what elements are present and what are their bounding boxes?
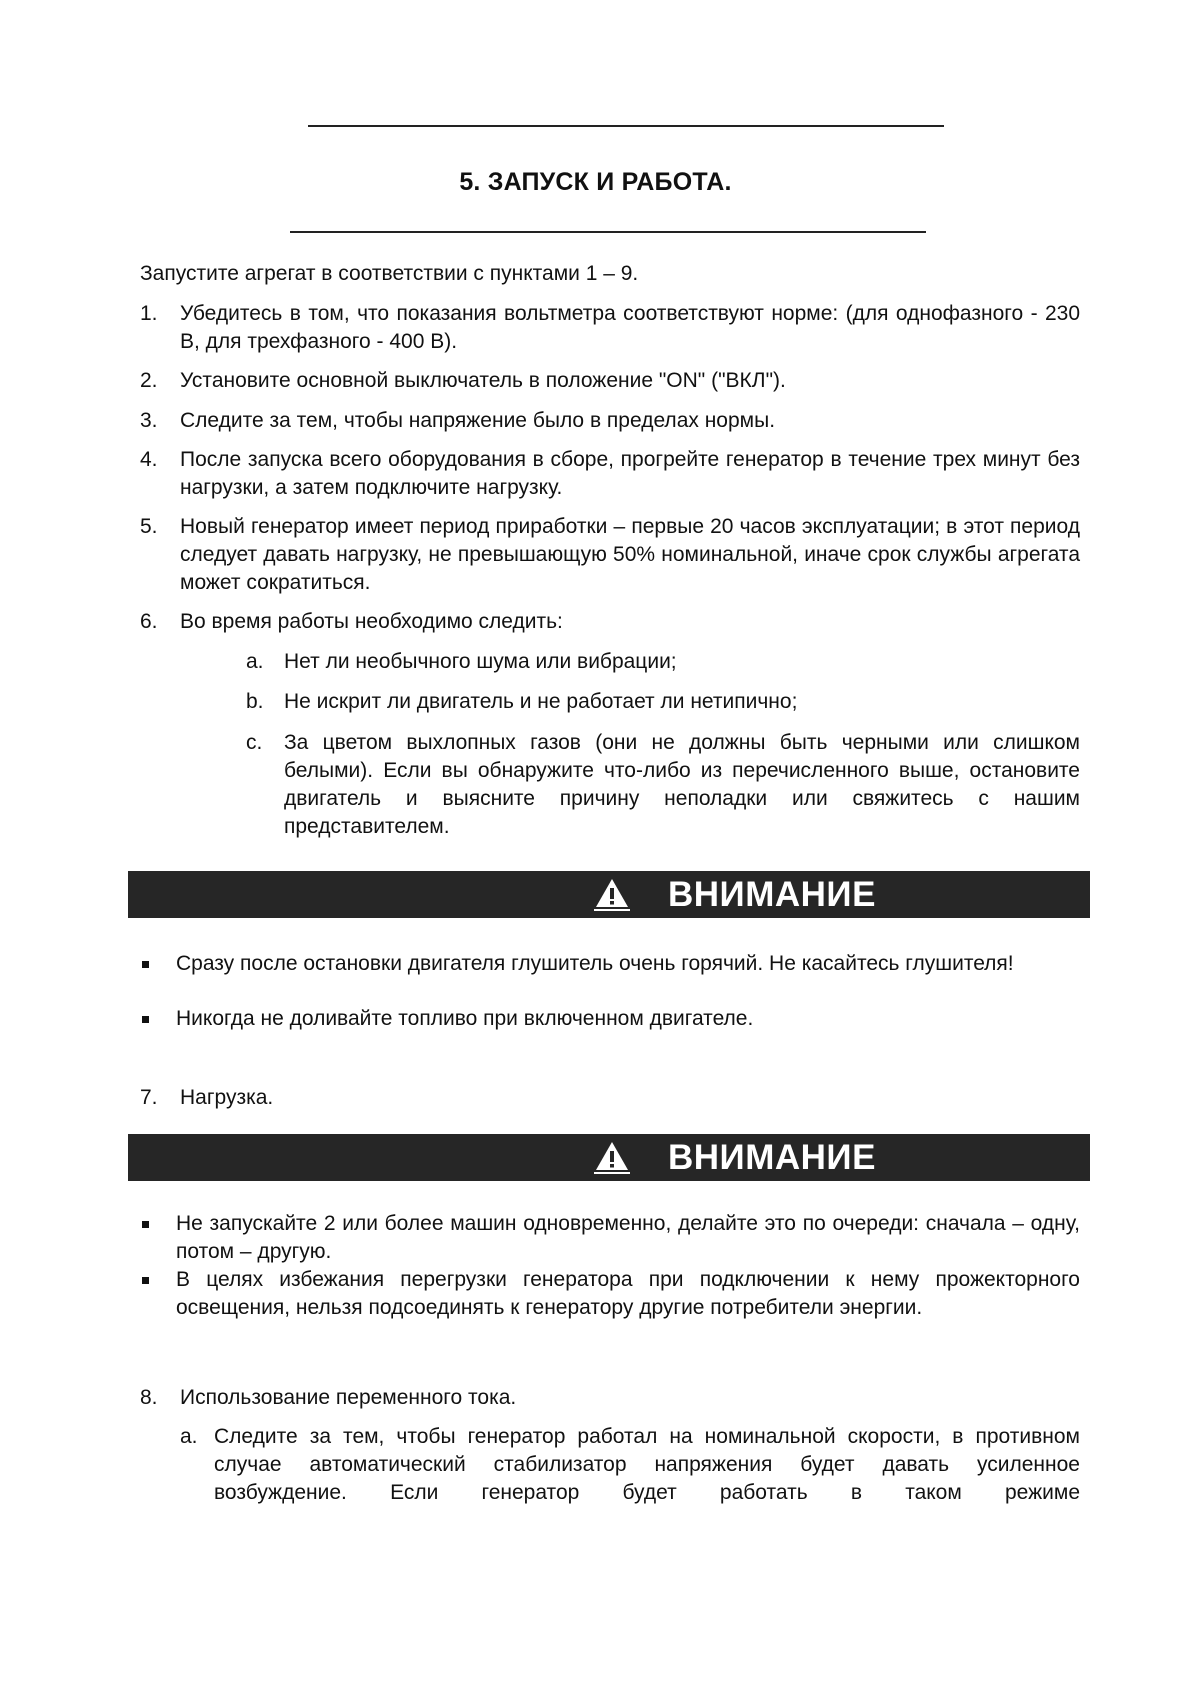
warning-label: ВНИМАНИЕ bbox=[668, 875, 876, 914]
item-text: После запуска всего оборудования в сборе, прогрейте генератор в течение трех минут без нагрузки, а затем подключите нагрузку. bbox=[180, 448, 1080, 499]
warning-triangle-icon bbox=[594, 1140, 630, 1174]
sub-list-item bbox=[180, 1423, 1080, 1507]
item-number: 4. bbox=[140, 448, 158, 471]
bullet-text: Сразу после остановки двигателя глушитель очень горячий. Не касайтесь глушителя! bbox=[176, 952, 1014, 975]
sub-item-text: Не искрит ли двигатель и не работает ли нетипично; bbox=[284, 690, 798, 713]
item-text: Следите за тем, чтобы напряжение было в пределах нормы. bbox=[180, 409, 776, 432]
sub-item-letter: a. bbox=[180, 1425, 198, 1448]
list-item bbox=[140, 1084, 1080, 1112]
sub-list-item bbox=[246, 648, 1080, 676]
item-text: Нагрузка. bbox=[180, 1086, 274, 1109]
warning-triangle-icon bbox=[594, 877, 630, 911]
item-number: 2. bbox=[140, 369, 158, 392]
item-text: Установите основной выключатель в положение "ON" ("ВКЛ"). bbox=[180, 369, 786, 392]
title-rule-bottom bbox=[290, 231, 926, 233]
bullet-text: В целях избежания перегрузки генератора при подключении к нему прожекторного освещения, нельзя подсоединять к генератору другие потребители энергии. bbox=[176, 1268, 1080, 1319]
bullet-marker bbox=[142, 1221, 149, 1228]
section-title: 5. ЗАПУСК И РАБОТА. bbox=[459, 168, 732, 196]
warning-bullet bbox=[140, 1005, 1080, 1033]
sub-item-letter: a. bbox=[246, 650, 264, 673]
sub-item-text: За цветом выхлопных газов (они не должны быть черными или слишком белыми). Если вы обнаружите что-либо из перечисленного выше, остановите двигатель и выясните причину неполадки или свяжитесь с нашим представителем. bbox=[284, 731, 1080, 838]
warning-banner bbox=[128, 871, 1090, 918]
list-item bbox=[140, 367, 1080, 395]
item-text: Убедитесь в том, что показания вольтметра соответствуют норме: (для однофазного - 230 В, для трехфазного - 400 В). bbox=[180, 302, 1080, 353]
bullet-text: Не запускайте 2 или более машин одновременно, делайте это по очереди: сначала – одну, потом – другую. bbox=[176, 1212, 1080, 1263]
sub-item-text: Нет ли необычного шума или вибрации; bbox=[284, 650, 677, 673]
item-number: 1. bbox=[140, 302, 158, 325]
item-number: 7. bbox=[140, 1086, 158, 1109]
item-text: Во время работы необходимо следить: bbox=[180, 610, 563, 633]
sub-item-text: Следите за тем, чтобы генератор работал на номинальной скорости, в противном случае автоматический стабилизатор напряжения будет давать усиленное возбуждение. Если генератор будет работать в таком режиме bbox=[214, 1425, 1080, 1504]
bullet-marker bbox=[142, 961, 149, 968]
item-number: 8. bbox=[140, 1386, 158, 1409]
item-text: Использование переменного тока. bbox=[180, 1386, 517, 1409]
bullet-marker bbox=[142, 1016, 149, 1023]
list-item bbox=[140, 513, 1080, 597]
list-item bbox=[140, 1384, 1080, 1412]
list-item bbox=[140, 300, 1080, 356]
bullet-text: Никогда не доливайте топливо при включенном двигателе. bbox=[176, 1007, 754, 1030]
item-number: 5. bbox=[140, 515, 158, 538]
sub-list-item bbox=[246, 688, 1080, 716]
list-item bbox=[140, 407, 1080, 435]
item-number: 6. bbox=[140, 610, 158, 633]
warning-bullet bbox=[140, 1210, 1080, 1266]
warning-label: ВНИМАНИЕ bbox=[668, 1138, 876, 1177]
item-text: Новый генератор имеет период приработки – первые 20 часов эксплуатации; в этот период следует давать нагрузку, не превышающую 50% номинальной, иначе срок службы агрегата может сократиться. bbox=[180, 515, 1080, 594]
sub-item-letter: b. bbox=[246, 690, 264, 713]
sub-item-letter: c. bbox=[246, 731, 263, 754]
sub-list-item bbox=[246, 729, 1080, 841]
list-item bbox=[140, 446, 1080, 502]
warning-banner bbox=[128, 1134, 1090, 1181]
title-rule-top bbox=[308, 125, 944, 127]
warning-bullet bbox=[140, 1266, 1080, 1350]
warning-bullet bbox=[140, 950, 1080, 1006]
item-number: 3. bbox=[140, 409, 158, 432]
intro-paragraph: Запустите агрегат в соответствии с пунктами 1 – 9. bbox=[140, 262, 639, 285]
bullet-marker bbox=[142, 1277, 149, 1284]
list-item bbox=[140, 608, 1080, 636]
